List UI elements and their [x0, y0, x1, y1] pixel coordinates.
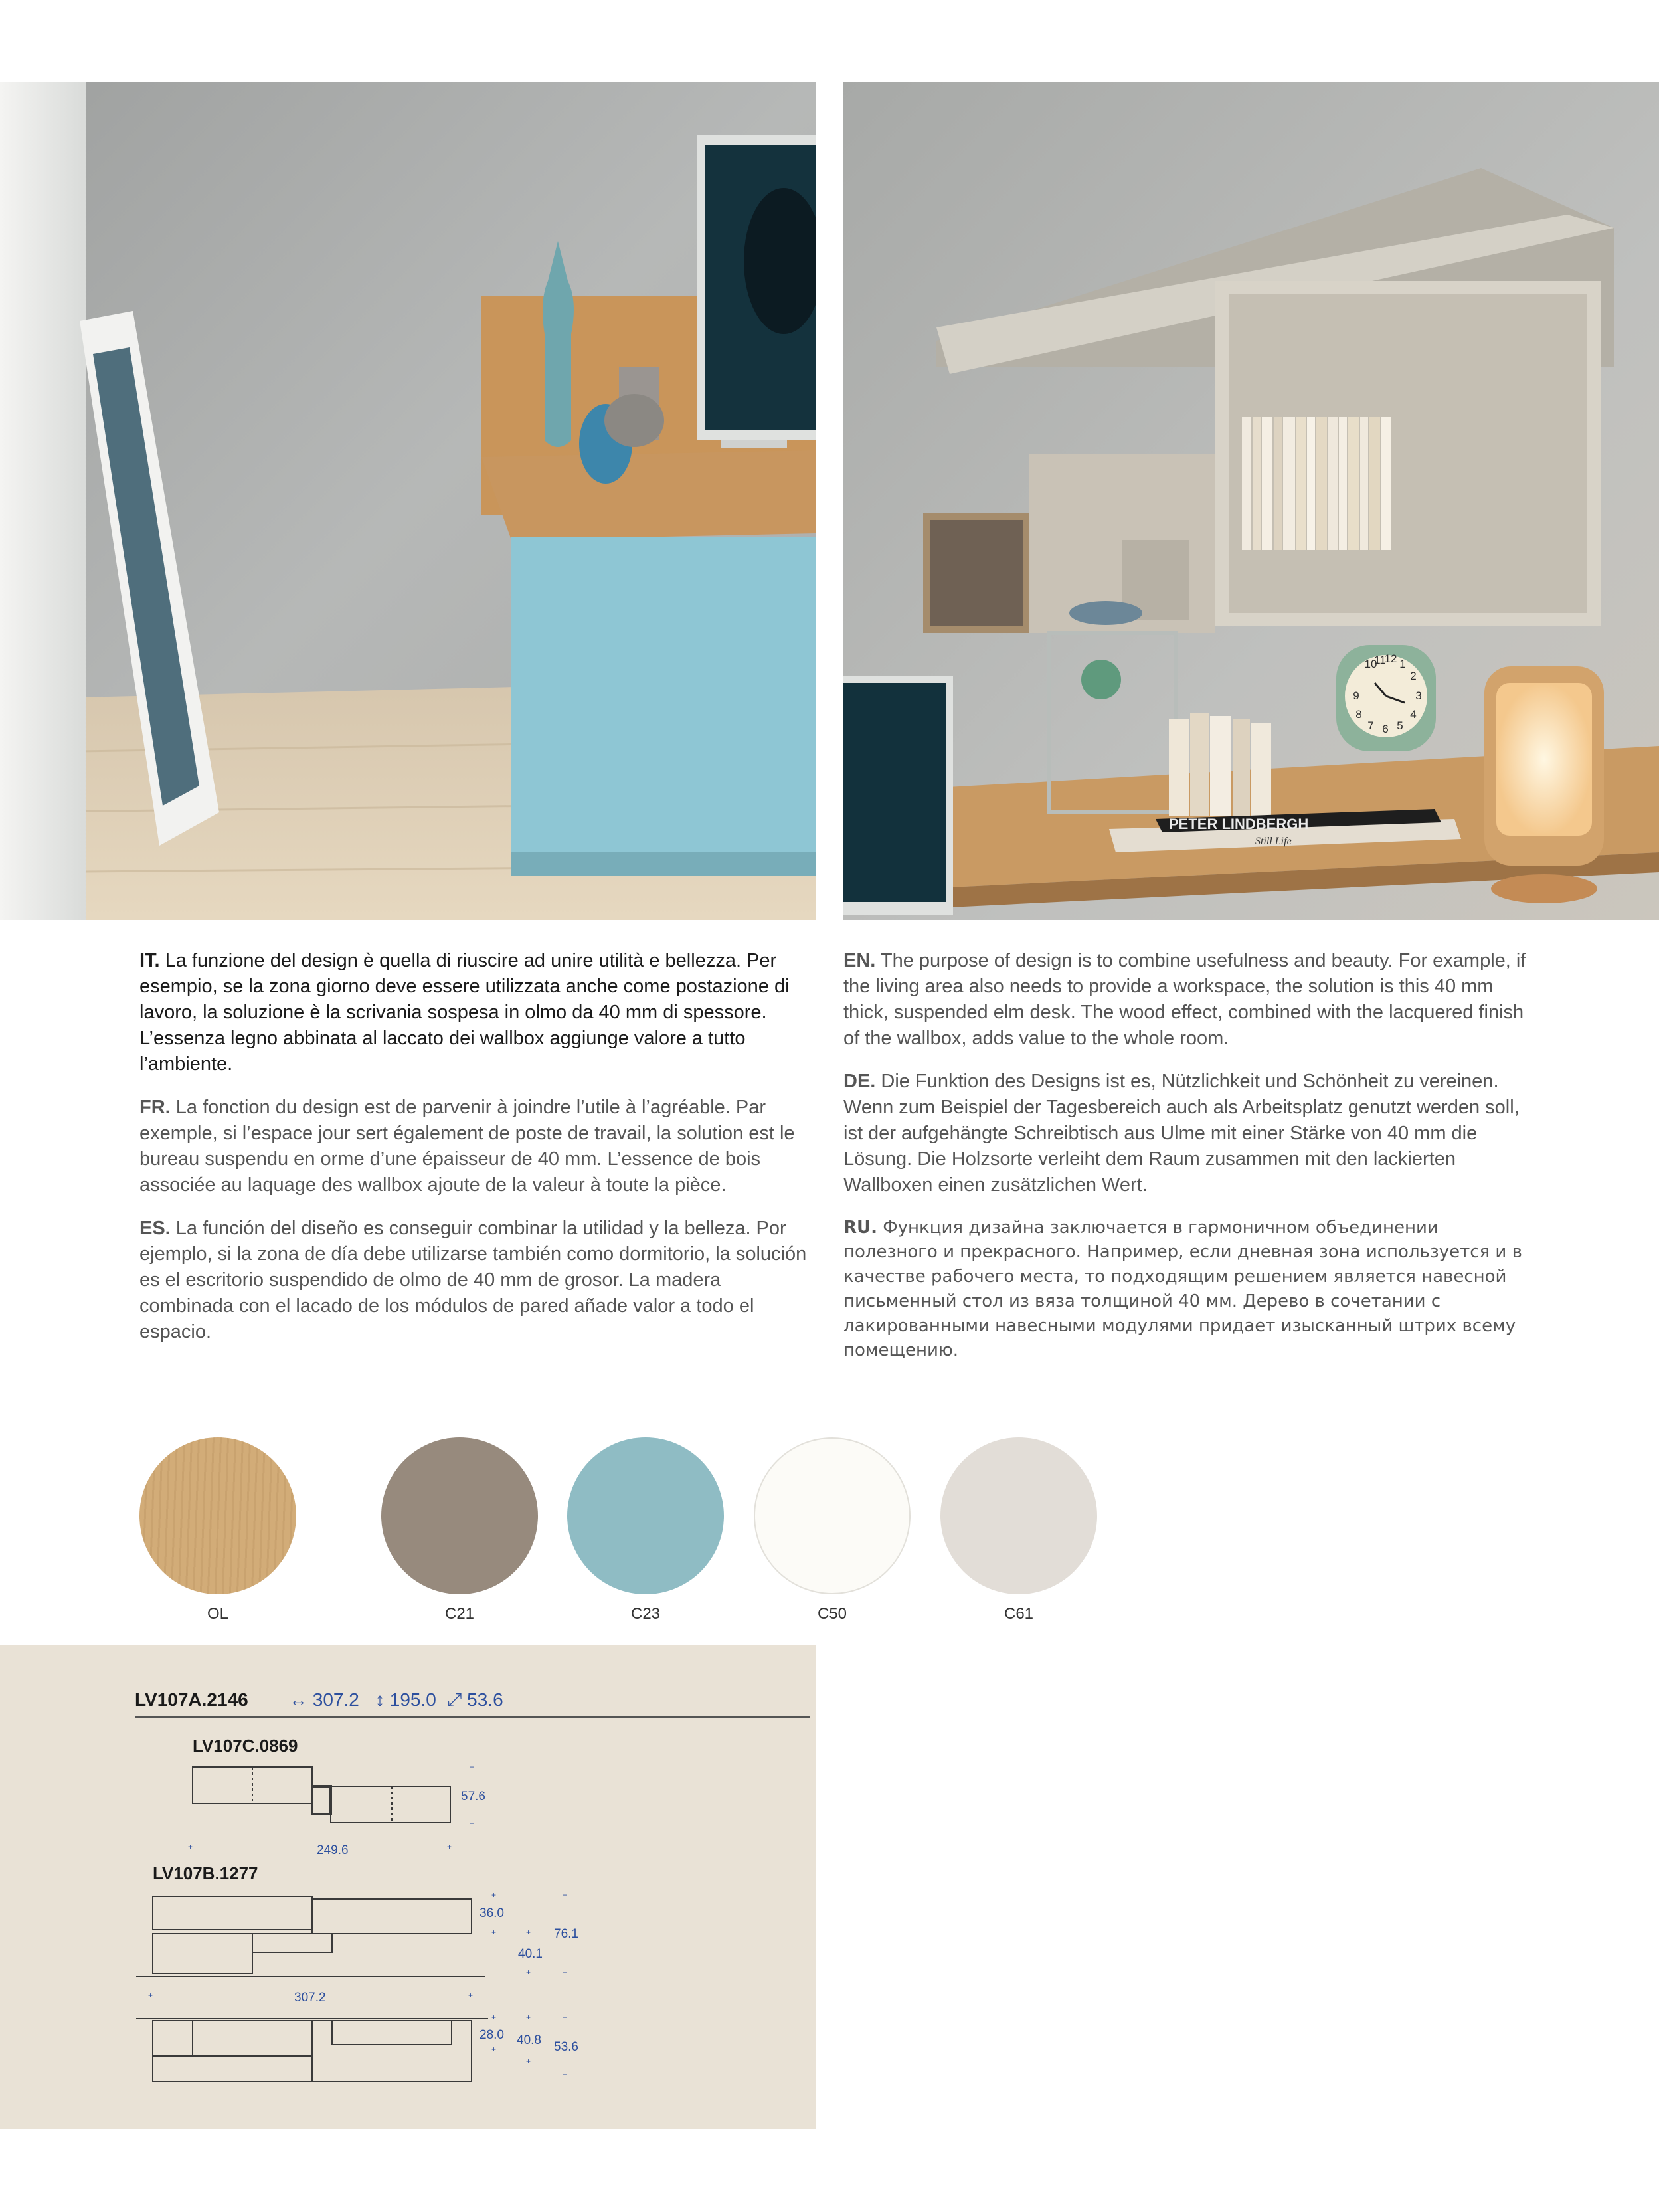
paragraph-german	[843, 1069, 1528, 1198]
unit-c-code: LV107C.0869	[193, 1736, 298, 1756]
clock-numeral: 1	[1399, 658, 1406, 670]
svg-text:+: +	[470, 1762, 475, 1772]
svg-text:+: +	[526, 1928, 531, 1937]
book-subtitle: Still Life	[1255, 836, 1292, 847]
svg-text:+: +	[563, 2070, 568, 2079]
clock-numeral: 3	[1415, 690, 1422, 702]
lang-code-de: DE.	[843, 1071, 876, 1092]
main-product-code: LV107A.2146	[135, 1689, 248, 1710]
unit-b-height-2: 40.1	[518, 1947, 543, 1961]
lang-code-es: ES.	[139, 1218, 171, 1239]
technical-drawing	[0, 1645, 816, 2129]
clock-numeral: 9	[1353, 690, 1359, 702]
clock-numeral: 2	[1410, 670, 1417, 682]
paragraph-en-body: The purpose of design is to combine usefulness and beauty. For example, if the living area also needs to provide a workspace, the solution is this 40 mm thick, suspended elm desk. The wood effect, combined with the lacquered finish of the wallbox, adds value to the whole room.	[843, 950, 1526, 1049]
svg-text:+: +	[563, 1968, 568, 1977]
unit-a-depth-2: 40.8	[517, 2033, 541, 2047]
paragraph-english	[843, 948, 1528, 1052]
clock-numeral: 4	[1410, 708, 1417, 721]
swatch-label: C21	[444, 1605, 475, 1623]
swatch-ol	[138, 1437, 298, 1623]
unit-b-outline	[136, 1896, 485, 1976]
clock-numeral: 6	[1382, 723, 1389, 735]
unit-b-width: 307.2	[294, 1991, 326, 2005]
paragraph-italian	[139, 948, 810, 1077]
clock-numeral: 8	[1355, 708, 1362, 721]
unit-b-height-1: 36.0	[480, 1906, 504, 1920]
swatch-c23	[566, 1437, 725, 1623]
swatch-circle	[940, 1437, 1097, 1594]
overall-width: ↔ 307.2	[289, 1689, 359, 1710]
unit-c-outline	[193, 1767, 450, 1823]
svg-text:+: +	[563, 2013, 568, 2022]
svg-text:+: +	[526, 2057, 531, 2066]
unit-c-height: 57.6	[461, 1790, 485, 1803]
description-column-left	[139, 948, 810, 1362]
svg-text:+: +	[491, 2045, 497, 2054]
overall-depth: ⤢ 53.6	[447, 1689, 503, 1710]
paragraph-french	[139, 1095, 810, 1198]
paragraph-russian	[843, 1216, 1528, 1363]
unit-c-width: 249.6	[317, 1843, 349, 1857]
swatch-circle	[139, 1437, 296, 1594]
clock-numeral: 12	[1384, 652, 1397, 665]
unit-a-outline	[136, 2019, 488, 2082]
swatch-circle	[754, 1437, 911, 1594]
unit-b-code: LV107B.1277	[153, 1863, 258, 1883]
paragraph-es-body: La función del diseño es conseguir combinar la utilidad y la belleza. Por ejemplo, si la zona de día debe utilizarse también como dormitorio, la solución es el escritorio suspendido de olmo de 40 mm de grosor. La madera combinada con el lacado de los módulos de pared añade valor a todo el espacio.	[139, 1218, 807, 1342]
svg-text:+: +	[470, 1819, 475, 1828]
lang-code-en: EN.	[843, 950, 876, 971]
swatch-c21	[380, 1437, 539, 1623]
swatch-circle	[567, 1437, 724, 1594]
svg-text:+: +	[188, 1842, 193, 1851]
dimension-ticks	[148, 1890, 567, 2000]
svg-text:+: +	[563, 1890, 568, 1900]
swatch-label: OL	[207, 1605, 228, 1623]
svg-text:+: +	[491, 2013, 497, 2022]
paragraph-spanish	[139, 1216, 810, 1345]
lang-code-it: IT.	[139, 950, 160, 971]
paragraph-de-body: Die Funktion des Designs ist es, Nützlichkeit und Schönheit zu vereinen. Wenn zum Beispiel der Tagesbereich auch als Arbeitsplatz genutzt werden soll, ist der aufgehängte Schreibtisch aus Ulme mit einer Stärke von 40 mm die Lösung. Die Holzsorte verleiht dem Raum zusammen mit den lackierten Wallboxen einen zusätzlichen Wert.	[843, 1071, 1520, 1196]
lang-code-fr: FR.	[139, 1097, 171, 1118]
swatch-circle	[381, 1437, 538, 1594]
paragraph-fr-body: La fonction du design est de parvenir à joindre l’utile à l’agréable. Par exemple, si l’espace jour sert également de poste de travail, la solution est le bureau suspendu en orme d’une épaisseur de 40 mm. L’essence de bois associée au laquage des wallbox ajoute de la valeur à toute la pièce.	[139, 1097, 795, 1196]
interior-photo-left	[0, 82, 816, 920]
svg-text:+: +	[447, 1842, 452, 1851]
swatch-c50	[752, 1437, 912, 1623]
clock-numeral: 7	[1367, 719, 1374, 732]
svg-text:+: +	[491, 1928, 497, 1937]
svg-text:+: +	[526, 2013, 531, 2022]
svg-text:+: +	[148, 1991, 153, 2000]
description-column-right	[843, 948, 1528, 1380]
swatch-c61	[939, 1437, 1098, 1623]
clock-numeral: 11	[1374, 654, 1386, 666]
swatch-label: C23	[630, 1605, 661, 1623]
swatch-label: C61	[1004, 1605, 1034, 1623]
unit-a-depth-1: 28.0	[480, 2028, 504, 2042]
paragraph-ru-body: Функция дизайна заключается в гармоничном объединении полезного и прекрасного. Например, если дневная зона используется и в качестве рабочего места, то подходящим решением является навесной письменный стол из вяза толщиной 40 мм. Дерево в сочетании с лакированными навесными модулями придает изысканный штрих всему помещению.	[843, 1218, 1522, 1360]
interior-photo-right	[843, 82, 1659, 920]
clock-numeral: 10	[1364, 658, 1377, 670]
svg-text:+: +	[491, 1890, 497, 1900]
paragraph-it-body: La funzione del design è quella di riuscire ad unire utilità e bellezza. Per esempio, se la zona giorno deve essere utilizzata anche come postazione di lavoro, la soluzione è la scrivania sospesa in olmo da 40 mm di spessore. L’essenza legno abbinata al laccato dei wallbox aggiunge valore a tutto l’ambiente.	[139, 950, 790, 1075]
svg-text:+: +	[468, 1991, 474, 2000]
unit-a-depth-3: 53.6	[554, 2040, 578, 2054]
lang-code-ru: RU.	[843, 1218, 878, 1238]
svg-text:+: +	[526, 1968, 531, 1977]
unit-b-height-3: 76.1	[554, 1927, 578, 1941]
book-title: PETER LINDBERGH	[1169, 816, 1309, 832]
technical-diagram-panel	[0, 1645, 816, 2129]
swatch-label: C50	[817, 1605, 847, 1623]
overall-height: ↕ 195.0	[375, 1689, 436, 1710]
clock-numeral: 5	[1397, 719, 1403, 732]
